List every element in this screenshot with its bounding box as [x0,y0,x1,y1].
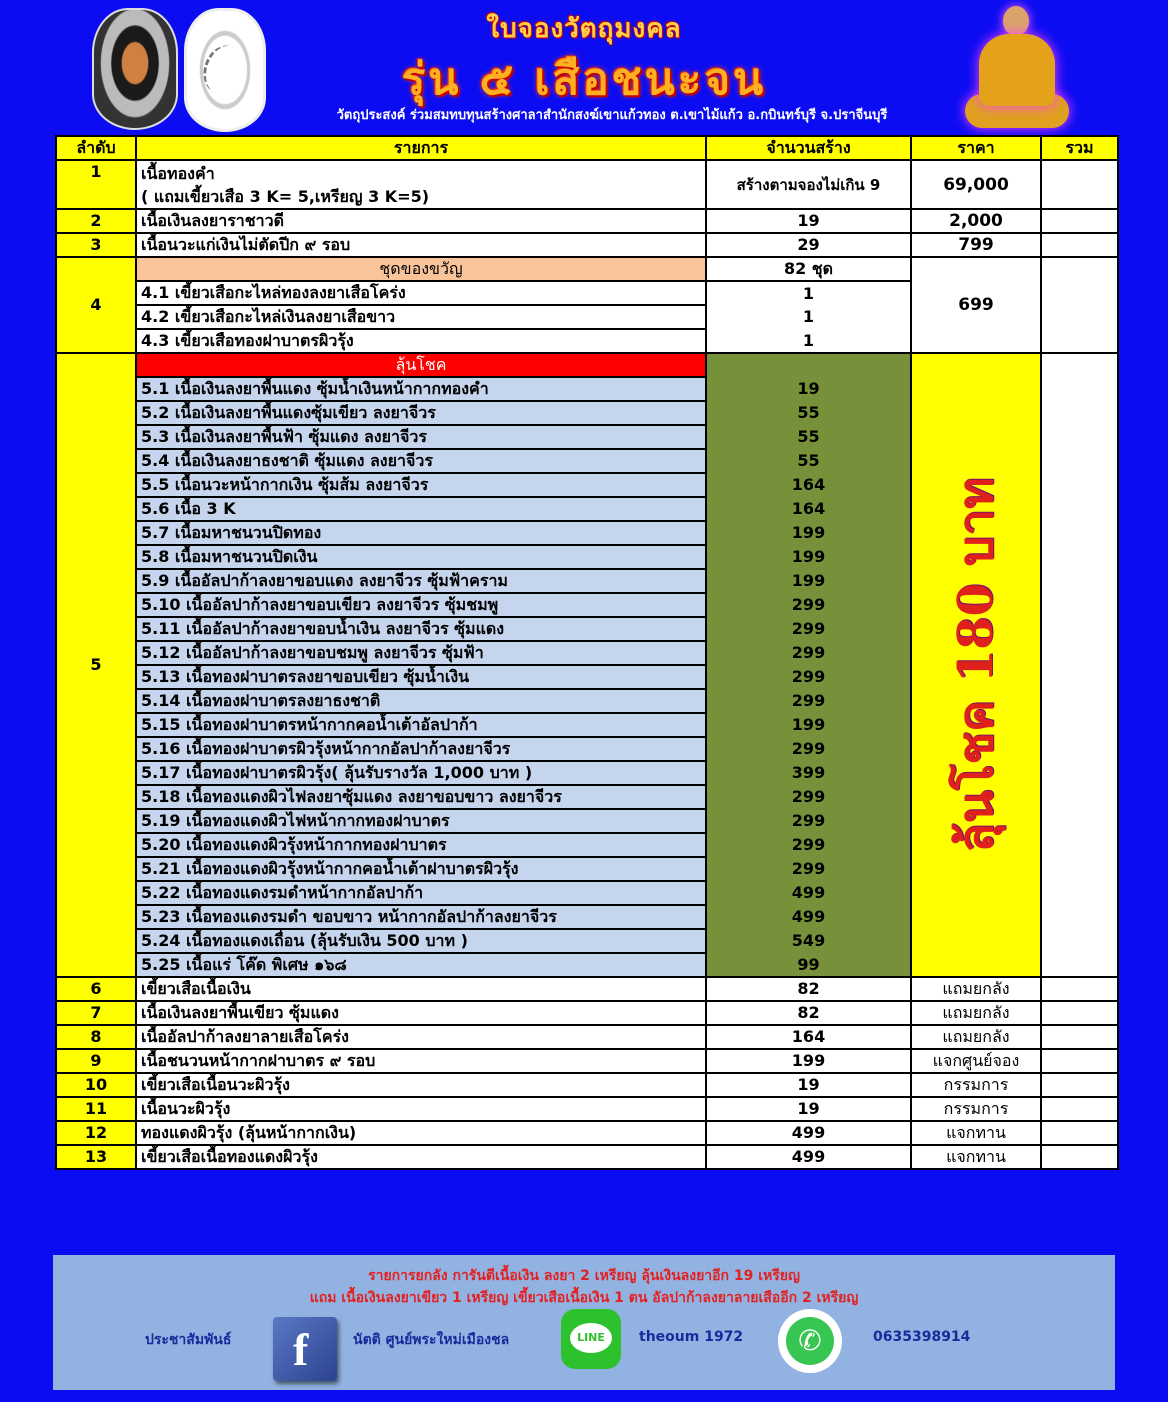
row-qty: 164 [706,1025,911,1049]
row-no: 1 [56,160,136,209]
lucky-draw-item: 5.2 เนื้อเงินลงยาพื้นแดงซุ้มเขียว ลงยาจีวร [136,401,706,425]
gift-item-qty: 1 [706,281,911,305]
table-row-1 [56,160,1118,209]
lucky-draw-item: 5.8 เนื้อมหาชนวนปิดเงิน [136,545,706,569]
lucky-draw-item: 5.23 เนื้อทองแดงรมดำ ขอบขาว หน้ากากอัลปาก้าลงยาจีวร [136,905,706,929]
row-total-cell[interactable] [1041,977,1118,1001]
footer-note-line2: แถม เนื้อเงินลงยาเขียว 1 เหรียญ เขี้ยวเสือเนื้อเงิน 1 ตน อัลปาก้าลงยาลายเสืออีก 2 เหรียญ [309,1290,859,1306]
row-price-note: แถมยกลัง [911,1001,1041,1025]
whatsapp-icon[interactable]: ✆ [778,1309,842,1373]
gift-set-price: 699 [911,257,1041,353]
lucky-draw-qty: 299 [706,857,911,881]
gift-set-qty: 82 ชุด [706,257,911,281]
col-header-qty: จำนวนสร้าง [706,136,911,160]
lucky-draw-price [911,353,1041,977]
row-no: 11 [56,1097,136,1121]
row-no: 5 [56,353,136,977]
row-no: 8 [56,1025,136,1049]
subtitle: วัตถุประสงค์ ร่วมสมทบทุนสร้างศาลาสำนักสงฆ์เขาแก้วทอง ต.เขาไม้แก้ว อ.กบินทร์บุรี จ.ปราจีนบุรี [336,108,888,123]
gift-item: 4.2 เขี้ยวเสือกะไหล่เงินลงยาเสือขาว [136,305,706,329]
lucky-draw-item: 5.7 เนื้อมหาชนวนปิดทอง [136,521,706,545]
lucky-draw-item: 5.1 เนื้อเงินลงยาพื้นแดง ซุ้มน้ำเงินหน้ากากทองคำ [136,377,706,401]
row-total-cell[interactable] [1041,233,1118,257]
row-item: เขี้ยวเสือเนื้อทองแดงผิวรุ้ง [136,1145,706,1169]
row-item: เนื้อนวะผิวรุ้ง [136,1097,706,1121]
row-no: 13 [56,1145,136,1169]
row-item-line2: ( แถมเขี้ยวเสือ 3 K= 5,เหรียญ 3 K=5) [141,186,430,206]
table-row-3 [56,233,1118,257]
facebook-name[interactable]: นัตติ ศูนย์พระใหม่เมืองชล [353,1332,510,1348]
gift-item: 4.1 เขี้ยวเสือกะไหล่ทองลงยาเสือโคร่ง [136,281,706,305]
gift-item: 4.3 เขี้ยวเสือทองฝาบาตรผิวรุ้ง [136,329,706,353]
row-total-cell[interactable] [1041,1121,1118,1145]
lucky-draw-qty: 199 [706,521,911,545]
lucky-draw-qty: 99 [706,953,911,977]
row-price-note: แจกศูนย์จอง [911,1049,1041,1073]
lucky-draw-item: 5.6 เนื้อ 3 K [136,497,706,521]
col-header-price: ราคา [911,136,1041,160]
lucky-draw-qty: 299 [706,689,911,713]
order-table [55,135,1119,1170]
row-no: 6 [56,977,136,1001]
row-qty: 19 [706,1097,911,1121]
lucky-draw-header: ลุ้นโชค [136,353,706,377]
row-no: 12 [56,1121,136,1145]
row-price-note: แจกทาน [911,1145,1041,1169]
row-total-cell[interactable] [1041,1001,1118,1025]
lucky-draw-item: 5.15 เนื้อทองฝาบาตรหน้ากากคอน้ำเต้าอัลปาก้า [136,713,706,737]
row-no: 10 [56,1073,136,1097]
lucky-draw-qty: 199 [706,569,911,593]
table-row [56,1025,1118,1049]
title-line2: รุ่น ๕ เสือชนะจน [401,54,767,105]
lucky-draw-qty: 499 [706,905,911,929]
lucky-draw-item: 5.13 เนื้อทองฝาบาตรลงยาขอบเขียว ซุ้มน้ำเงิน [136,665,706,689]
footer-note-line1: รายการยกลัง การันตีเนื้อเงิน ลงยา 2 เหรียญ ลุ้นเงินลงยาอีก 19 เหรียญ [368,1268,800,1284]
row-total-cell[interactable] [1041,1145,1118,1169]
lucky-draw-item: 5.9 เนื้ออัลปาก้าลงยาขอบแดง ลงยาจีวร ซุ้มฟ้าคราม [136,569,706,593]
lucky-draw-item: 5.21 เนื้อทองแดงผิวรุ้งหน้ากากคอน้ำเต้าฝาบาตรผิวรุ้ง [136,857,706,881]
footer-panel [53,1255,1115,1390]
lucky-draw-qty: 199 [706,713,911,737]
table-row [56,1097,1118,1121]
lucky-draw-price-label: ลุ้นโชค 180 บาท [948,477,1004,853]
row-total-cell[interactable] [1041,257,1118,353]
row-price-note: แถมยกลัง [911,977,1041,1001]
row-qty: 499 [706,1121,911,1145]
col-header-item: รายการ [136,136,706,160]
row-item [136,160,706,209]
table-row [56,1001,1118,1025]
lucky-draw-item: 5.18 เนื้อทองแดงผิวไฟลงยาซุ้มแดง ลงยาขอบขาว ลงยาจีวร [136,785,706,809]
lucky-draw-item: 5.17 เนื้อทองฝาบาตรผิวรุ้ง( ลุ้นรับรางวัล 1,000 บาท ) [136,761,706,785]
row-price-note: กรรมการ [911,1073,1041,1097]
table-row [56,1073,1118,1097]
row-item: เนื้อชนวนหน้ากากฝาบาตร ๙ รอบ [136,1049,706,1073]
lucky-draw-qty: 55 [706,449,911,473]
row-item: เนื้ออัลปาก้าลงยาลายเสือโคร่ง [136,1025,706,1049]
gift-item-qty: 1 [706,305,911,329]
row-qty: 29 [706,233,911,257]
lucky-draw-item: 5.16 เนื้อทองฝาบาตรผิวรุ้งหน้ากากอัลปาก้าลงยาจีวร [136,737,706,761]
lucky-draw-qty: 299 [706,785,911,809]
phone-number[interactable]: 0635398914 [873,1329,971,1345]
lucky-draw-item: 5.22 เนื้อทองแดงรมดำหน้ากากอัลปาก้า [136,881,706,905]
table-row [56,1121,1118,1145]
lucky-draw-qty: 499 [706,881,911,905]
lucky-draw-qty: 164 [706,473,911,497]
lucky-draw-qty: 299 [706,617,911,641]
row-price-note: กรรมการ [911,1097,1041,1121]
line-icon[interactable]: LINE [561,1309,621,1369]
lucky-draw-qty: 55 [706,425,911,449]
lucky-draw-item: 5.12 เนื้ออัลปาก้าลงยาขอบชมพู ลงยาจีวร ซุ้มฟ้า [136,641,706,665]
row-item: เนื้อนวะแก่เงินไม่ตัดปีก ๙ รอบ [136,233,706,257]
lucky-draw-item: 5.24 เนื้อทองแดงเถื่อน (ลุ้นรับเงิน 500 บาท ) [136,929,706,953]
lucky-draw-qty: 164 [706,497,911,521]
row-total-cell[interactable] [1041,209,1118,233]
lucky-draw-qty: 299 [706,665,911,689]
table-row-2 [56,209,1118,233]
lucky-draw-item: 5.11 เนื้ออัลปาก้าลงยาขอบน้ำเงิน ลงยาจีวร ซุ้มแดง [136,617,706,641]
row-no: 3 [56,233,136,257]
lucky-draw-qty: 19 [706,377,911,401]
row-qty: 82 [706,977,911,1001]
contact-label: ประชาสัมพันธ์ [145,1332,232,1348]
row-qty: 19 [706,209,911,233]
row-no: 9 [56,1049,136,1073]
row-item: ทองแดงผิวรุ้ง (ลุ้นหน้ากากเงิน) [136,1121,706,1145]
lucky-draw-item: 5.19 เนื้อทองแดงผิวไฟหน้ากากทองฝาบาตร [136,809,706,833]
table-header-row [56,136,1118,160]
lucky-draw-qty: 299 [706,593,911,617]
gift-set-header: ชุดของขวัญ [136,257,706,281]
lucky-draw-qty-blank [706,353,911,377]
lucky-draw-qty: 299 [706,641,911,665]
row-item: เขี้ยวเสือเนื้อเงิน [136,977,706,1001]
lucky-draw-qty: 299 [706,809,911,833]
row-item-line1: เนื้อทองคำ [141,163,215,183]
lucky-draw-qty: 549 [706,929,911,953]
table-row [56,977,1118,1001]
row-qty: สร้างตามจองไม่เกิน 9 [706,160,911,209]
row-total-cell[interactable] [1041,353,1118,977]
table-row-5-header [56,353,1118,377]
col-header-no: ลำดับ [56,136,136,160]
row-total-cell[interactable] [1041,160,1118,209]
row-qty: 199 [706,1049,911,1073]
lucky-draw-item: 5.25 เนื้อแร่ โค๊ด พิเศษ ๑๖๘ [136,953,706,977]
row-item: เนื้อเงินลงยาพื้นเขียว ซุ้มแดง [136,1001,706,1025]
lucky-draw-item: 5.20 เนื้อทองแดงผิวรุ้งหน้ากากทองฝาบาตร [136,833,706,857]
row-price-note: แจกทาน [911,1121,1041,1145]
lucky-draw-item: 5.4 เนื้อเงินลงยาธงชาติ ซุ้มแดง ลงยาจีวร [136,449,706,473]
lucky-draw-item: 5.3 เนื้อเงินลงยาพื้นฟ้า ซุ้มแดง ลงยาจีวร [136,425,706,449]
row-no: 2 [56,209,136,233]
row-total-cell[interactable] [1041,1073,1118,1097]
row-qty: 19 [706,1073,911,1097]
table-row [56,1145,1118,1169]
gift-item-qty: 1 [706,329,911,353]
lucky-draw-qty: 55 [706,401,911,425]
monk-image [965,2,1069,130]
facebook-icon[interactable]: f [273,1317,337,1381]
col-header-total: รวม [1041,136,1118,160]
lucky-draw-qty: 199 [706,545,911,569]
table-row [56,1049,1118,1073]
line-id[interactable]: theoum 1972 [639,1329,744,1345]
row-price: 799 [911,233,1041,257]
row-qty: 499 [706,1145,911,1169]
row-qty: 82 [706,1001,911,1025]
row-total-cell[interactable] [1041,1097,1118,1121]
row-item: เขี้ยวเสือเนื้อนวะผิวรุ้ง [136,1073,706,1097]
lucky-draw-item: 5.10 เนื้ออัลปาก้าลงยาขอบเขียว ลงยาจีวร ซุ้มชมพู [136,593,706,617]
title-line1: ใบจองวัตถุมงคล [486,14,682,44]
row-item: เนื้อเงินลงยาราชาวดี [136,209,706,233]
row-price: 69,000 [911,160,1041,209]
lucky-draw-item: 5.5 เนื้อนวะหน้ากากเงิน ซุ้มส้ม ลงยาจีวร [136,473,706,497]
lucky-draw-qty: 299 [706,737,911,761]
row-price-note: แถมยกลัง [911,1025,1041,1049]
lucky-draw-qty: 299 [706,833,911,857]
row-total-cell[interactable] [1041,1049,1118,1073]
row-price: 2,000 [911,209,1041,233]
row-no: 7 [56,1001,136,1025]
lucky-draw-qty: 399 [706,761,911,785]
row-no: 4 [56,257,136,353]
lucky-draw-item: 5.14 เนื้อทองฝาบาตรลงยาธงชาติ [136,689,706,713]
table-row-4-header [56,257,1118,281]
row-total-cell[interactable] [1041,1025,1118,1049]
